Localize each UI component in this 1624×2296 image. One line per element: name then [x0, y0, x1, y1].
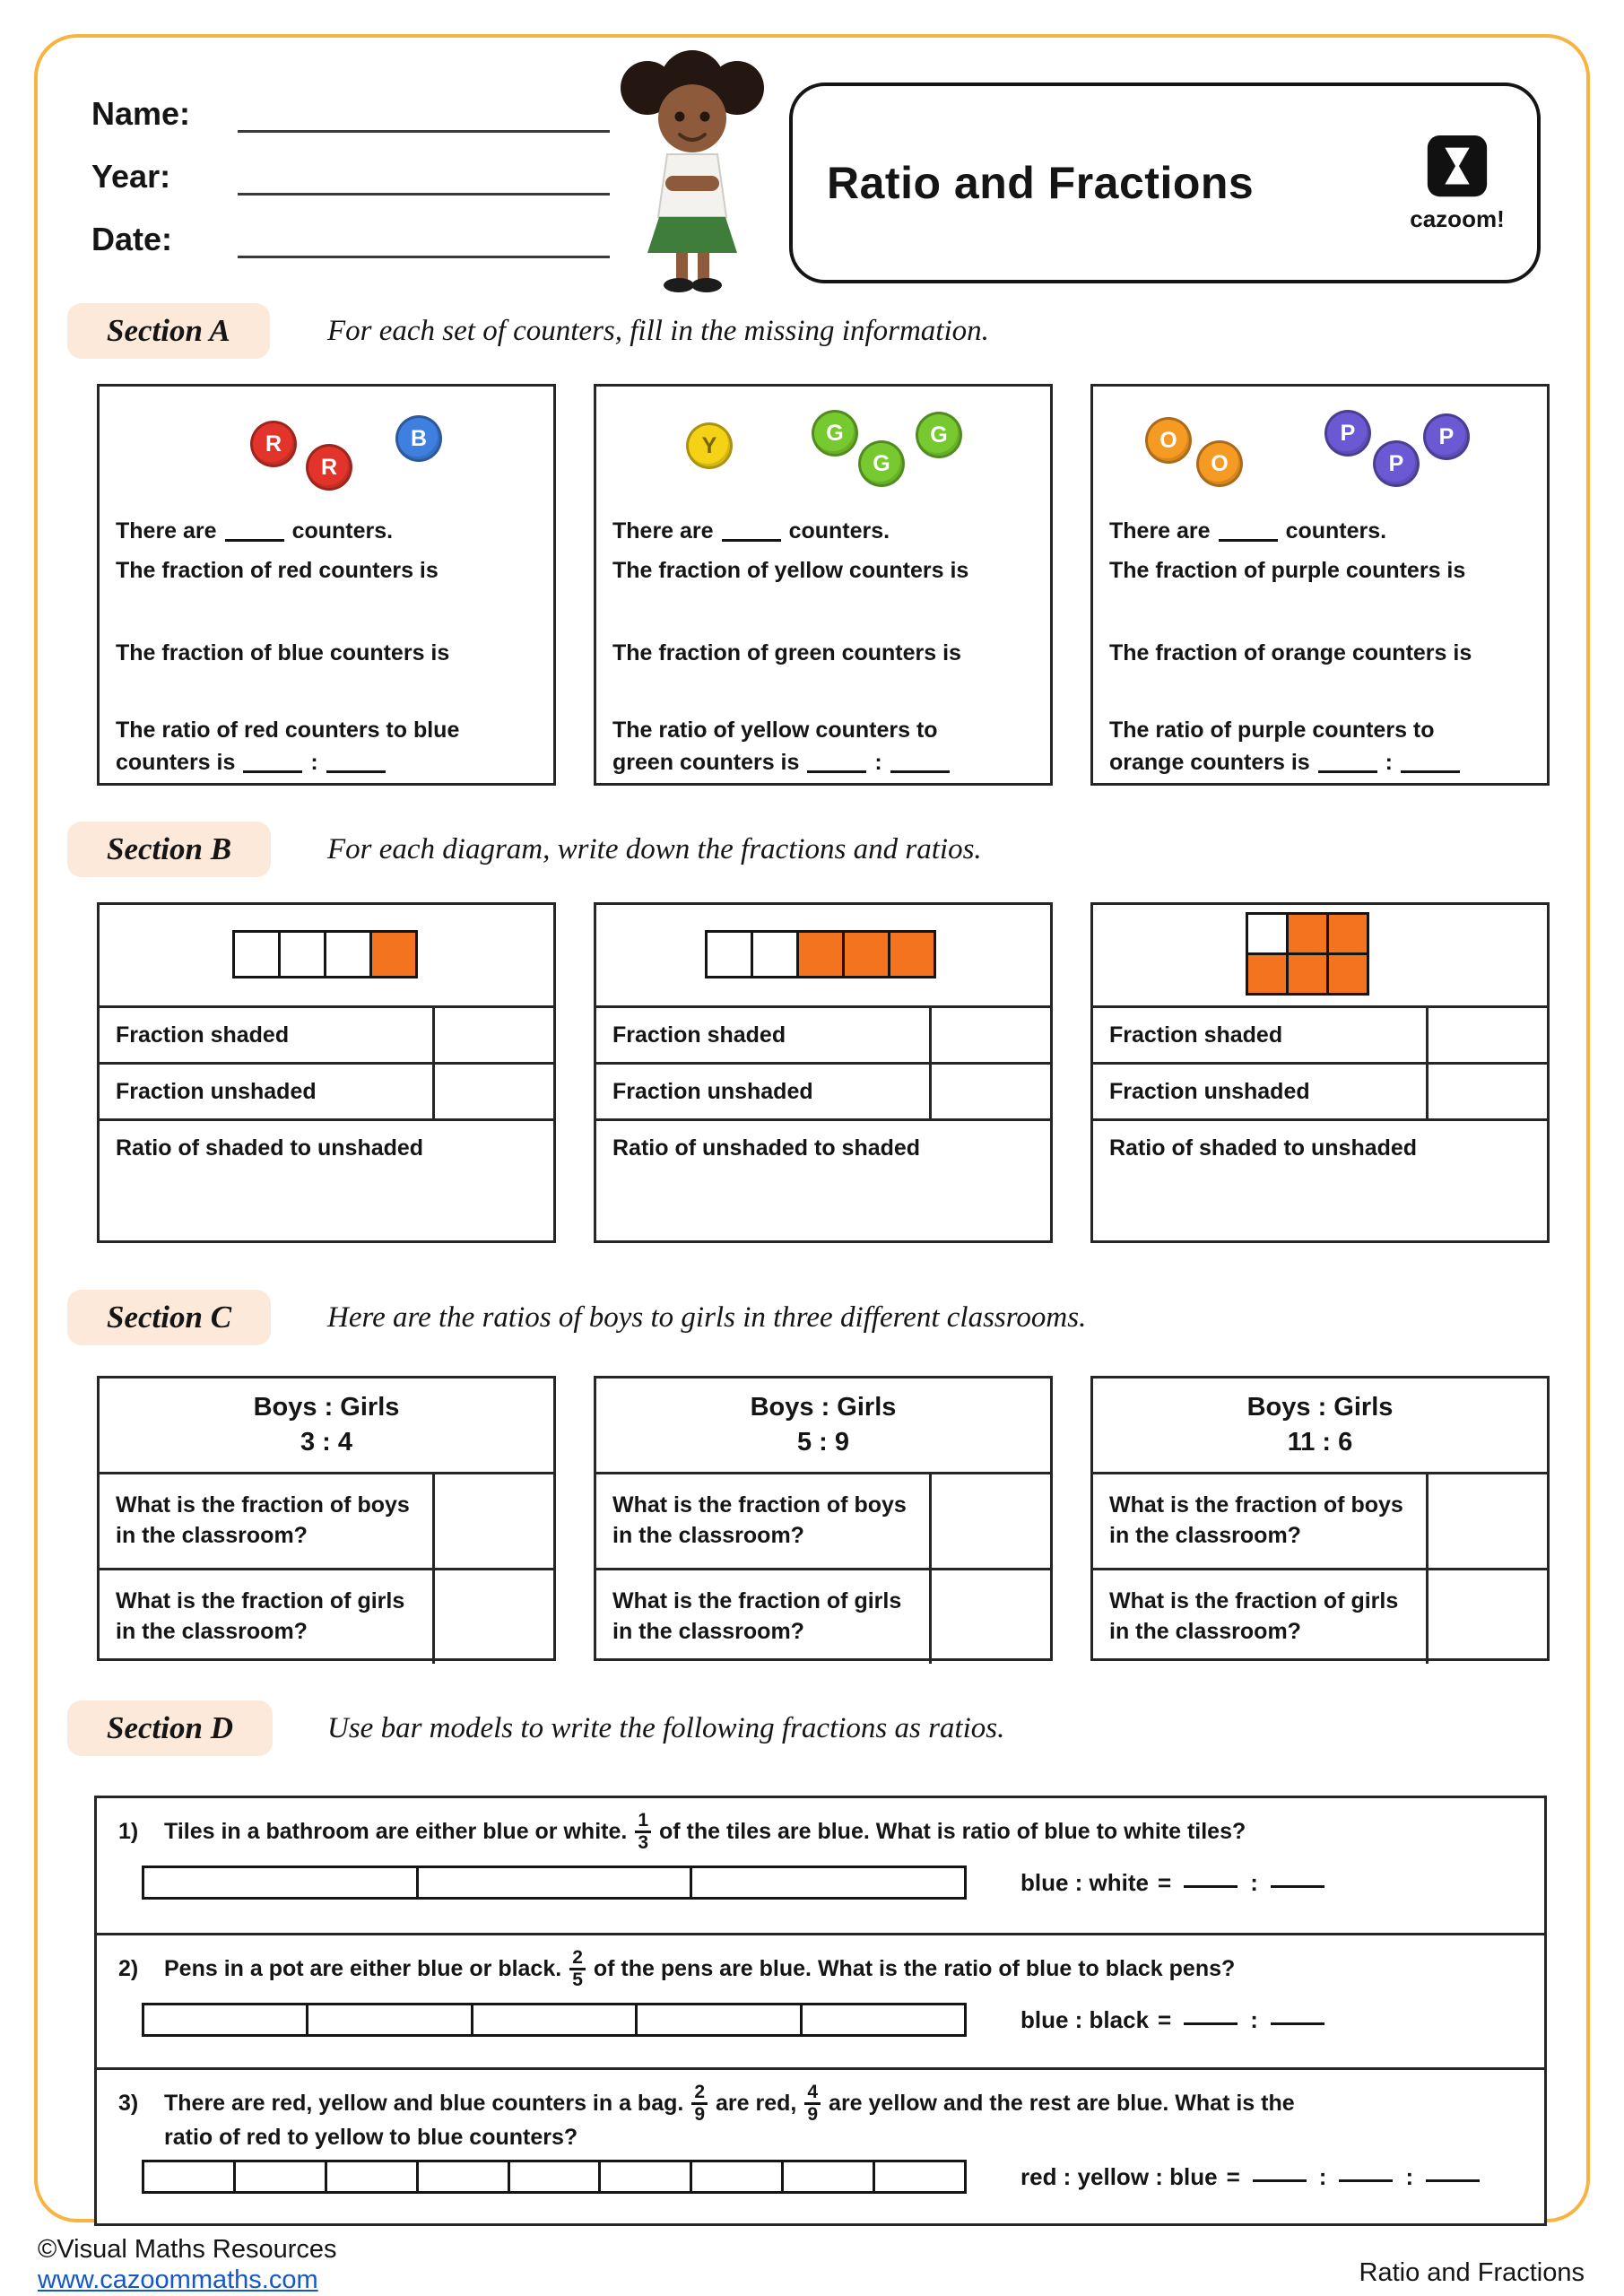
count-text: There are [116, 518, 217, 544]
ratio-text: green counters is [612, 750, 800, 775]
colon: : [1250, 2005, 1258, 2033]
row-label: Fraction unshaded [612, 1078, 813, 1104]
question-text: What is the fraction of boys in the classroom? [116, 1492, 410, 1548]
fraction-denominator: 9 [694, 2104, 706, 2126]
answer-label: blue : white [1020, 1868, 1149, 1896]
year-write-line [238, 163, 610, 196]
ratio-text: counters is [116, 750, 236, 775]
counter-letter: P [1438, 423, 1455, 449]
answer-line [1020, 2163, 1483, 2191]
title-box [789, 83, 1541, 283]
problem-3-work-area [142, 2160, 1544, 2194]
table-row [1093, 1472, 1547, 1568]
cazoom-logo-text: cazoom! [1410, 204, 1505, 232]
problem-text: Pens in a pot are either blue or black. [164, 1956, 562, 1982]
bar-model [142, 1866, 967, 1900]
diagram-cell-shaded [796, 930, 845, 978]
bar-cell [873, 2162, 964, 2191]
diagram-cell-white [232, 930, 281, 978]
green-counter-icon [812, 410, 858, 457]
row-label: Fraction shaded [116, 1022, 290, 1048]
answer-blank [1401, 770, 1460, 773]
red-counter-icon [250, 421, 297, 467]
boys-girls-label: Boys : Girls [1246, 1393, 1394, 1422]
ratio-question-line1: The ratio of purple counters to [1109, 718, 1435, 743]
fraction [691, 2083, 708, 2125]
green-counter-icon [858, 440, 905, 487]
boys-girls-label: Boys : Girls [253, 1393, 400, 1422]
bar-cell [781, 2162, 873, 2191]
section-b-instruction: For each diagram, write down the fractions and ratios. [327, 833, 982, 865]
answer-cell [1426, 1008, 1547, 1062]
counter-letter: B [410, 425, 428, 451]
fraction-question: The fraction of blue counters is [116, 640, 450, 665]
date-row [91, 215, 610, 258]
fraction-numerator: 4 [804, 2083, 821, 2105]
problem-3-text-line2: ratio of red to yellow to blue counters? [164, 2125, 578, 2151]
answer-cell [929, 1570, 1050, 1664]
bar-cell [416, 2162, 508, 2191]
diagram-card-3 [1090, 902, 1550, 1243]
green-counter-icon [916, 412, 962, 458]
diagram-cell-shaded [369, 930, 418, 978]
answer-blank [722, 539, 781, 542]
fraction-question: The fraction of purple counters is [1109, 558, 1466, 583]
diagram-cell-white [278, 930, 326, 978]
diagram-cell-shaded [1246, 952, 1289, 996]
ratio-card-3 [1090, 1376, 1550, 1661]
problem-number: 3) [118, 2091, 139, 2117]
problem-2-text [97, 1935, 1544, 1990]
problem-number: 2) [118, 1956, 139, 1982]
orange-counter-icon [1196, 440, 1243, 487]
equals-sign: = [1226, 2162, 1240, 2190]
row-label: Ratio of shaded to unshaded [116, 1135, 424, 1161]
answer-cell [432, 1008, 553, 1062]
bar-cell [416, 1868, 690, 1897]
table-row [1093, 1005, 1547, 1062]
answer-cell [929, 1008, 1050, 1062]
bar-cell [144, 2005, 306, 2034]
count-text: There are [612, 518, 714, 544]
diagram-cell-white [1246, 912, 1289, 955]
bar-cell [144, 1868, 416, 1897]
counter-letter: P [1388, 450, 1404, 476]
fraction-numerator: 1 [635, 1811, 651, 1833]
fraction-denominator: 9 [807, 2104, 819, 2126]
row-label: Ratio of unshaded to shaded [612, 1135, 921, 1161]
diagram-cell-shaded [1326, 952, 1369, 996]
fraction-numerator: 2 [691, 2083, 708, 2105]
bar-cell [508, 2162, 599, 2191]
name-label: Name: [91, 95, 191, 132]
bar-cell [598, 2162, 690, 2191]
colon: : [874, 750, 882, 775]
answer-blank [225, 539, 284, 542]
fraction-denominator: 3 [638, 1832, 649, 1854]
diagram-card-1 [97, 902, 556, 1243]
problem-1-work-area [142, 1866, 1544, 1900]
bar-cell [325, 2162, 416, 2191]
boys-girls-label: Boys : Girls [750, 1393, 897, 1422]
bar-cell [471, 2005, 635, 2034]
answer-blank [1271, 1885, 1324, 1888]
count-text: counters. [291, 518, 394, 544]
ratio-header [596, 1378, 1050, 1472]
colon: : [310, 750, 318, 775]
year-row [91, 152, 610, 196]
bar-model-box [94, 1796, 1547, 2226]
fraction-question: The fraction of yellow counters is [612, 558, 969, 583]
count-line [116, 517, 543, 545]
fraction-question: The fraction of orange counters is [1109, 640, 1472, 665]
ratio-question-line2 [116, 749, 543, 777]
diagram-cell-shaded [1286, 952, 1329, 996]
bar-cell [690, 2162, 781, 2191]
problem-3 [97, 2067, 1544, 2223]
bar-cell [233, 2162, 325, 2191]
question-text: What is the fraction of girls in the classroom? [116, 1588, 405, 1644]
table-row [100, 1472, 553, 1568]
yellow-counter-icon [686, 422, 733, 469]
ratio-question-line1: The ratio of red counters to blue [116, 718, 460, 743]
answer-cell [1426, 1570, 1547, 1664]
table-row [596, 1472, 1050, 1568]
counter-letter: G [826, 420, 844, 446]
ratio-header [1093, 1378, 1547, 1472]
ratio-value: 11 : 6 [1287, 1428, 1353, 1457]
answer-blank [1184, 1885, 1238, 1888]
page-title: Ratio and Fractions [827, 158, 1255, 208]
colon: : [1385, 750, 1393, 775]
table-row [1093, 1118, 1547, 1175]
purple-counter-icon [1373, 440, 1420, 487]
counter-card-1 [97, 384, 556, 786]
equals-sign: = [1158, 1868, 1172, 1896]
table-row [100, 1005, 553, 1062]
ratio-card-2 [594, 1376, 1053, 1661]
bar-model [142, 2160, 967, 2194]
ratio-card-1 [97, 1376, 556, 1661]
table-row [100, 1062, 553, 1118]
diagram-cell-shaded [1326, 912, 1369, 955]
colon: : [1250, 1868, 1258, 1896]
bar-cell [144, 2162, 233, 2191]
counter-letter: P [1340, 420, 1356, 446]
ratio-value: 5 : 9 [796, 1428, 850, 1457]
answer-blank [1253, 2179, 1307, 2182]
row-label: Fraction unshaded [1109, 1078, 1310, 1104]
fraction-denominator: 5 [572, 1970, 583, 1991]
counter-letter: R [265, 430, 282, 457]
fraction [635, 1811, 651, 1853]
count-text: counters. [788, 518, 890, 544]
row-label: Fraction unshaded [116, 1078, 317, 1104]
purple-counter-icon [1324, 410, 1371, 457]
bar-model [142, 2003, 967, 2037]
answer-line [1020, 2006, 1328, 2034]
bar-cell [635, 2005, 799, 2034]
blue-counter-icon [395, 415, 442, 462]
count-line [612, 517, 1039, 545]
answer-cell [432, 1065, 553, 1118]
answer-blank [890, 770, 950, 773]
website-link[interactable]: www.cazoommaths.com [38, 2266, 318, 2294]
table-row [596, 1568, 1050, 1664]
answer-label: blue : black [1020, 2005, 1150, 2033]
count-text: There are [1109, 518, 1211, 544]
fraction-question: The fraction of green counters is [612, 640, 961, 665]
answer-blank [243, 770, 302, 773]
date-label: Date: [91, 221, 173, 257]
name-row [91, 90, 610, 133]
section-a-pill: Section A [67, 303, 270, 359]
problem-text: of the tiles are blue. What is ratio of blue to white tiles? [659, 1819, 1246, 1845]
cazoom-logo [1403, 134, 1512, 233]
problem-1 [97, 1798, 1544, 1933]
count-line [1109, 517, 1536, 545]
diagram-cell-white [324, 930, 372, 978]
equals-sign: = [1158, 2005, 1172, 2033]
counter-letter: O [1211, 450, 1229, 476]
diagram-cell-shaded [1286, 912, 1329, 955]
row-label: Fraction shaded [612, 1022, 786, 1048]
ratio-value: 3 : 4 [300, 1428, 353, 1457]
footer-doc-title: Ratio and Fractions [1359, 2258, 1585, 2287]
purple-counter-icon [1423, 413, 1470, 460]
fraction [569, 1948, 586, 1990]
row-label: Fraction shaded [1109, 1022, 1283, 1048]
answer-cell [432, 1474, 553, 1568]
answer-blank [1271, 2022, 1324, 2025]
counter-letter: O [1159, 427, 1177, 453]
answer-cell [1426, 1065, 1547, 1118]
section-b-pill: Section B [67, 822, 271, 877]
question-text: What is the fraction of girls in the classroom? [612, 1588, 902, 1644]
problem-2 [97, 1933, 1544, 2067]
answer-label: red : yellow : blue [1020, 2162, 1218, 2190]
table-row [1093, 1062, 1547, 1118]
bar-diagram [100, 905, 553, 1005]
counter-letter: G [873, 450, 890, 476]
fraction-question: The fraction of red counters is [116, 558, 439, 583]
bar-cell [800, 2005, 964, 2034]
girl-illustration-icon [603, 45, 782, 294]
counter-letter: Y [701, 432, 717, 458]
fraction [804, 2083, 821, 2125]
grid-diagram [1093, 905, 1547, 1005]
ratio-header [100, 1378, 553, 1472]
table-row [596, 1118, 1050, 1175]
problem-text: Tiles in a bathroom are either blue or white. [164, 1819, 628, 1845]
diagram-card-2 [594, 902, 1053, 1243]
section-d-pill: Section D [67, 1700, 273, 1756]
problem-number: 1) [118, 1819, 139, 1845]
problem-2-work-area [142, 2003, 1544, 2037]
answer-blank [807, 770, 866, 773]
problem-1-text [97, 1798, 1544, 1853]
problem-text: are red, [716, 2091, 797, 2117]
answer-blank [1318, 770, 1377, 773]
question-text: What is the fraction of boys in the classroom? [612, 1492, 907, 1548]
answer-blank [1339, 2179, 1393, 2182]
question-text: What is the fraction of girls in the classroom? [1109, 1588, 1399, 1644]
answer-blank [1426, 2179, 1480, 2182]
answer-blank [326, 770, 386, 773]
bar-diagram [596, 905, 1050, 1005]
answer-cell [432, 1570, 553, 1664]
count-text: counters. [1285, 518, 1387, 544]
problem-3-text [97, 2070, 1544, 2125]
answer-blank [1184, 2022, 1238, 2025]
ratio-text: orange counters is [1109, 750, 1310, 775]
ratio-question-line2 [612, 749, 1039, 777]
problem-text: There are red, yellow and blue counters in a bag. [164, 2091, 684, 2117]
table-row [100, 1118, 553, 1175]
bar-cell [306, 2005, 470, 2034]
orange-counter-icon [1145, 417, 1192, 464]
table-row [596, 1062, 1050, 1118]
table-row [1093, 1568, 1547, 1664]
red-counter-icon [306, 444, 352, 491]
table-row [100, 1568, 553, 1664]
diagram-cell-white [751, 930, 799, 978]
ratio-question-line2 [1109, 749, 1536, 777]
section-c-instruction: Here are the ratios of boys to girls in three different classrooms. [327, 1301, 1087, 1334]
answer-cell [929, 1474, 1050, 1568]
ratio-question-line1: The ratio of yellow counters to [612, 718, 938, 743]
cazoom-logo-icon [1422, 134, 1492, 204]
date-write-line [238, 226, 610, 258]
section-c-pill: Section C [67, 1290, 271, 1345]
answer-line [1020, 1869, 1328, 1897]
table-row [596, 1005, 1050, 1062]
bar-cell [690, 1868, 964, 1897]
colon: : [1318, 2162, 1327, 2190]
fraction-numerator: 2 [569, 1948, 586, 1970]
row-label: Ratio of shaded to unshaded [1109, 1135, 1418, 1161]
answer-cell [929, 1065, 1050, 1118]
counter-letter: R [320, 454, 338, 480]
diagram-cell-white [705, 930, 753, 978]
answer-cell [1426, 1474, 1547, 1568]
year-label: Year: [91, 158, 171, 195]
diagram-cell-shaded [888, 930, 936, 978]
counter-letter: G [930, 422, 948, 448]
problem-text: of the pens are blue. What is the ratio of blue to black pens? [593, 1956, 1236, 1982]
section-a-instruction: For each set of counters, fill in the missing information. [327, 315, 989, 347]
name-write-line [238, 100, 610, 133]
answer-blank [1219, 539, 1278, 542]
copyright-text: ©Visual Maths Resources [38, 2235, 337, 2264]
counter-card-3 [1090, 384, 1550, 786]
question-text: What is the fraction of boys in the classroom? [1109, 1492, 1403, 1548]
problem-text: are yellow and the rest are blue. What is the [829, 2091, 1295, 2117]
colon: : [1405, 2162, 1414, 2190]
counter-card-2 [594, 384, 1053, 786]
diagram-cell-shaded [842, 930, 890, 978]
section-d-instruction: Use bar models to write the following fractions as ratios. [327, 1712, 1005, 1744]
